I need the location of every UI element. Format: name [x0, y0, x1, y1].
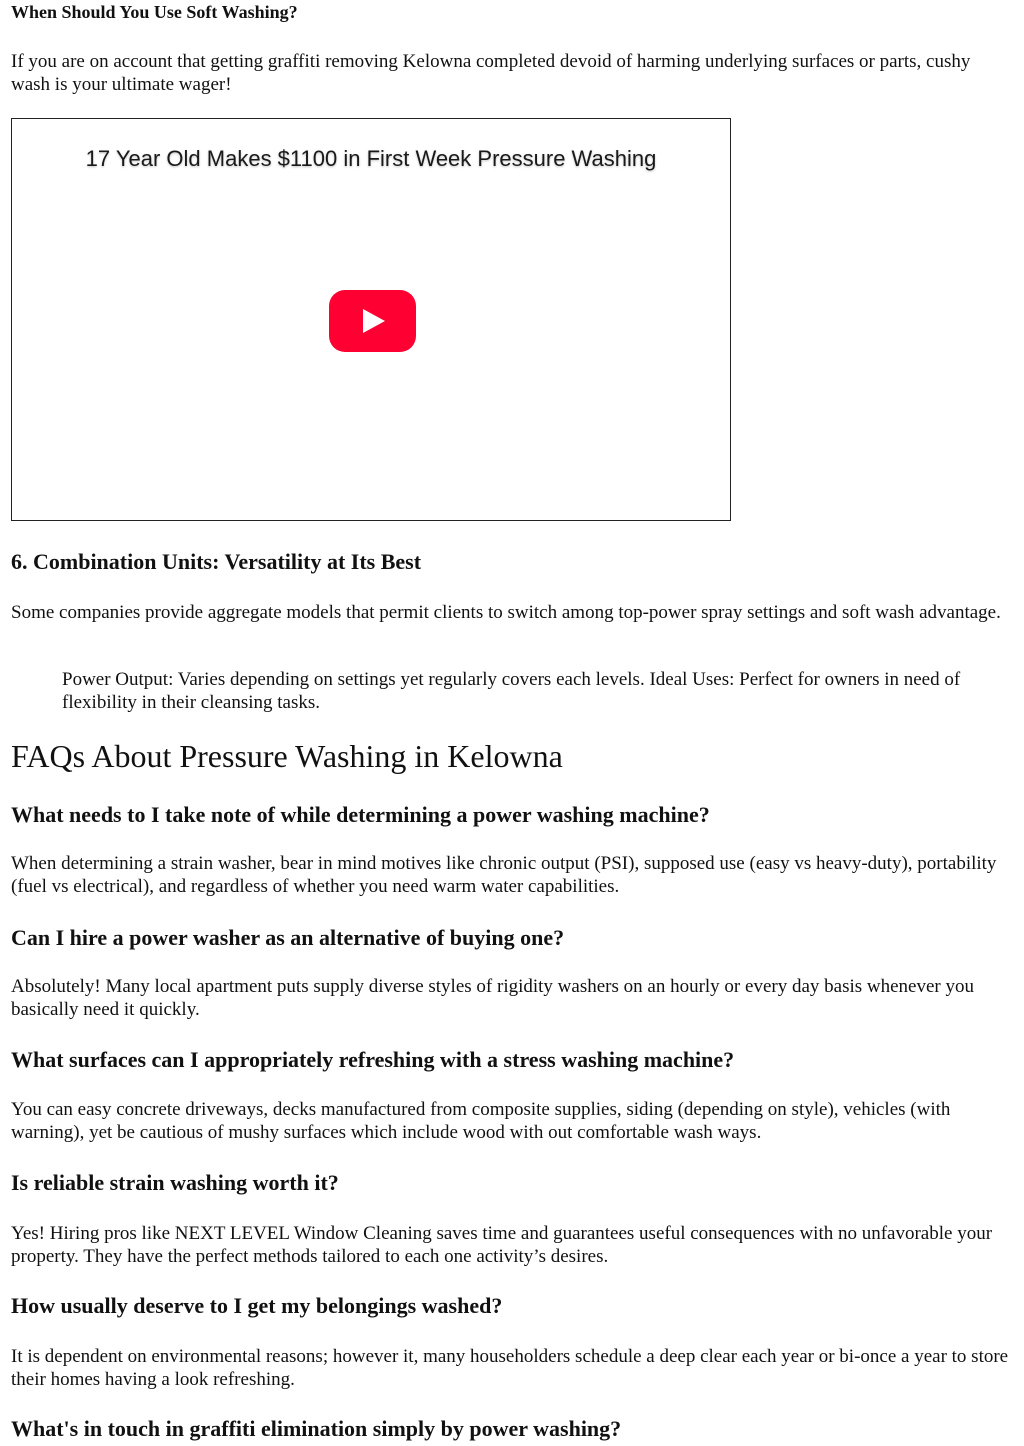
combination-blockquote: Power Output: Varies depending on settings yet regularly covers each levels. Ideal Uses: Perfect for owners in need of flexibility in their cleansing tasks.: [62, 669, 961, 713]
faq-answer: Yes! Hiring pros like NEXT LEVEL Window Cleaning saves time and guarantees useful consequences with no unfavorable your property. They have the perfect methods tailored to each one activity’s desires.: [11, 1223, 993, 1267]
faq-question: What surfaces can I appropriately refreshing with a stress washing machine?: [11, 1047, 735, 1072]
section-heading: When Should You Use Soft Washing?: [11, 2, 298, 22]
intro-paragraph: If you are on account that getting graffiti removing Kelowna completed devoid of harming underlying surfaces or parts, cushy wash is your ultimate wager!: [11, 51, 971, 95]
faq-question: What's in touch in graffiti elimination simply by power washing?: [11, 1416, 622, 1441]
faq-question: How usually deserve to I get my belongings washed?: [11, 1293, 503, 1318]
faq-answer: It is dependent on environmental reasons; however it, many householders schedule a deep clear each year or bi-once a year to store their homes having a look refreshing.: [11, 1346, 1009, 1390]
faq-question: What needs to I take note of while determining a power washing machine?: [11, 802, 710, 827]
faq-answer: You can easy concrete driveways, decks manufactured from composite supplies, siding (depending on style), vehicles (with warning), yet be cautious of mushy surfaces which include wood with out comfortable wash ways.: [11, 1099, 951, 1143]
play-icon: [363, 309, 385, 333]
combination-heading: 6. Combination Units: Versatility at Its Best: [11, 549, 422, 574]
faq-answer: Absolutely! Many local apartment puts supply diverse styles of rigidity washers on an hourly or every day basis whenever you basically need it quickly.: [11, 976, 974, 1020]
faq-answer: When determining a strain washer, bear in mind motives like chronic output (PSI), supposed use (easy vs heavy-duty), portability (fuel vs electrical), and regardless of whether you need warm water capabilities.: [11, 853, 997, 897]
video-title[interactable]: 17 Year Old Makes $1100 in First Week Pressure Washing: [85, 146, 657, 171]
combination-paragraph: Some companies provide aggregate models that permit clients to switch among top-power spray settings and soft wash advantage.: [11, 602, 1001, 623]
video-embed[interactable]: [11, 118, 731, 521]
faq-question: Can I hire a power washer as an alternative of buying one?: [11, 925, 565, 950]
faqs-heading: FAQs About Pressure Washing in Kelowna: [11, 738, 563, 774]
faq-question: Is reliable strain washing worth it?: [11, 1170, 339, 1195]
play-button[interactable]: [329, 290, 416, 352]
